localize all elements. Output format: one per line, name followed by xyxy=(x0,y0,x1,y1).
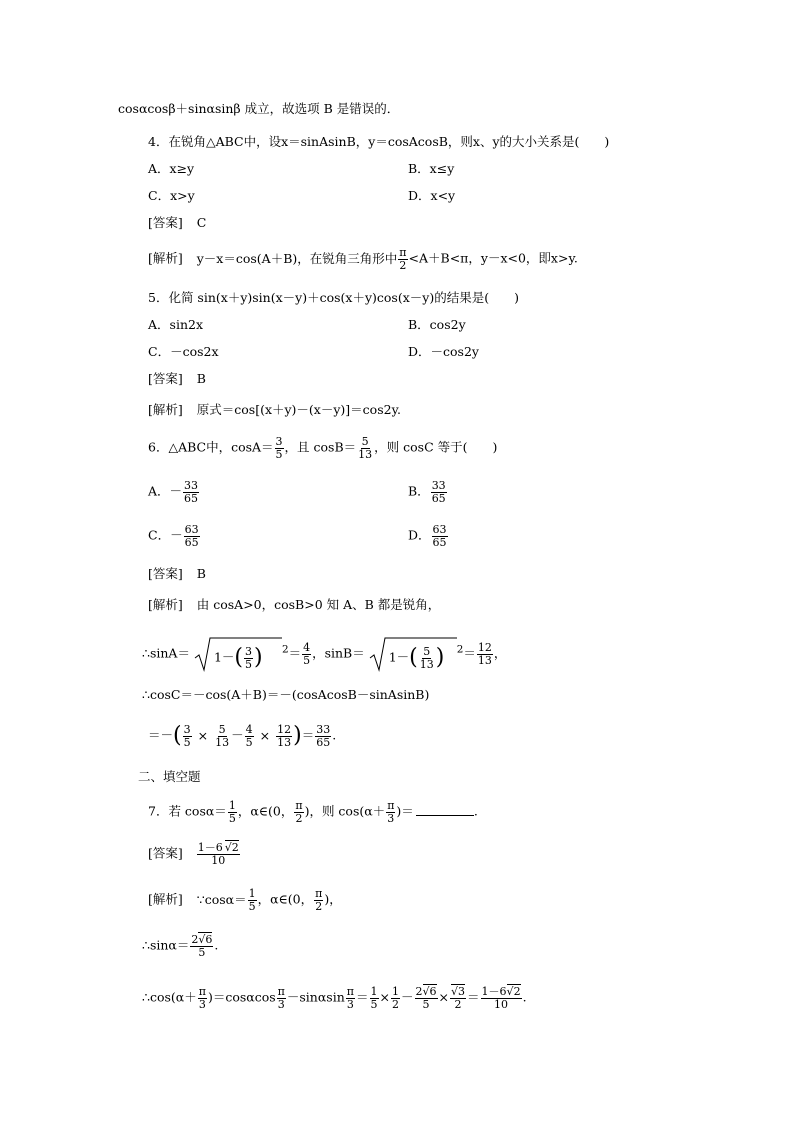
analysis-text: <A＋B<π，y－x<0，即x>y. xyxy=(408,250,578,266)
q6-analysis-2: ∴sinA＝ 1－( $\frac{3}{5}$ ) $^2$＝ $\frac{4}{5}$ ，sinB＝ 1－( $\frac{5}{13}$ ) $^2$＝ $\frac{12}{13}$ ， xyxy=(142,636,506,672)
answer-value: $\frac{1-6 √2}{10}$ xyxy=(197,841,239,867)
q5-option-d: D．－cos2y xyxy=(408,344,479,359)
q5-option-c: C．－cos2x xyxy=(148,344,219,359)
answer-tag: [答案] xyxy=(148,215,183,230)
q5-analysis xyxy=(148,404,401,417)
analysis-tag: [解析] xyxy=(148,891,183,907)
q6-stem: 6．△ABC中，cosA＝ $\frac{3}{5}$ ，且 cosB＝ $\frac{5}{13}$ ，则 cosC 等于( ) xyxy=(148,435,498,461)
q4-stem: 4．在锐角△ABC中，设x＝sinAsinB，y＝cosAcosB，则x、y的大小关系是( ) xyxy=(148,134,610,149)
q5-answer xyxy=(148,373,206,386)
q6-option-c: C．－ $\frac{63}{65}$ xyxy=(148,523,199,549)
q7-answer xyxy=(148,842,241,866)
q6-answer xyxy=(148,568,206,581)
q4-option-a: A．x≥y xyxy=(148,161,195,176)
fraction: $\frac{3}{5}$ xyxy=(275,435,283,461)
answer-value: B xyxy=(196,566,206,581)
sqrt-symbol: √2 xyxy=(506,985,521,998)
q6-option-b: B． $\frac{33}{65}$ xyxy=(408,479,446,505)
sqrt-symbol: √3 xyxy=(451,985,466,998)
q5-option-a: A．sin2x xyxy=(148,317,203,332)
q4-answer xyxy=(148,217,206,230)
sqrt-symbol: 1－( $\frac{3}{5}$ ) xyxy=(194,636,282,672)
answer-value: C xyxy=(196,215,207,230)
q7-analysis-3: ∴cos(α＋ $\frac{\pi}{3}$ )＝cosαcos $\frac{\pi}{3}$ －sinαsin $\frac{\pi}{3}$ ＝ $\frac{1}{5}$ × $\frac{1}{2}$ － $\frac{2√6}{5}$ × $\frac{√3}{2}$ ＝ $\frac{1-6√2}{10}$ . xyxy=(142,985,527,1011)
q7-stem: 7．若 cosα＝ $\frac{1}{5}$ ，α∈(0， $\frac{\pi}{2}$ )，则 cos(α＋ $\frac{\pi}{3}$ )＝ . xyxy=(148,799,478,825)
sqrt-symbol: √6 xyxy=(422,985,437,998)
q7-analysis-2: ∴sinα＝ $\frac{2√6}{5}$ . xyxy=(142,933,219,959)
fraction: $\frac{63}{65}$ xyxy=(184,523,199,549)
fraction: $\frac{33}{65}$ xyxy=(431,479,446,505)
analysis-text: y－x＝cos(A＋B)，在锐角三角形中 xyxy=(196,250,398,266)
fraction: $\frac{\pi}{2}$ xyxy=(399,246,407,272)
q6-analysis-4: ＝－( $\frac{3}{5}$ × $\frac{5}{13}$ － $\frac{4}{5}$ × $\frac{12}{13}$ )＝ $\frac{33}{65}$ . xyxy=(148,723,337,749)
q5-stem: 5．化简 sin(x＋y)sin(x－y)＋cos(x＋y)cos(x－y)的结果是( ) xyxy=(148,290,519,305)
carryover-line: cosαcosβ＋sinαsinβ 成立，故选项 B 是错误的． xyxy=(118,101,400,116)
analysis-tag: [解析] xyxy=(148,250,183,266)
q4-option-b: B．x≤y xyxy=(408,161,455,176)
sqrt-symbol: √6 xyxy=(198,933,213,946)
fraction: $\frac{33}{65}$ xyxy=(184,479,199,505)
q7-analysis-1: [解析] ∵cosα＝ $\frac{1}{5}$ ，α∈(0， $\frac{\pi}{2}$ )， xyxy=(148,887,342,913)
analysis-text: 原式＝cos[(x＋y)－(x－y)]＝cos2y. xyxy=(196,402,401,417)
q4-option-d: D．x<y xyxy=(408,188,456,203)
analysis-tag: [解析] xyxy=(148,402,183,417)
q6-option-d: D． $\frac{63}{65}$ xyxy=(408,523,447,549)
q6-option-a: A．－ $\frac{33}{65}$ xyxy=(148,479,199,505)
fraction: $\frac{5}{13}$ xyxy=(358,435,373,461)
sqrt-symbol: 1－( $\frac{5}{13}$ ) xyxy=(369,636,457,672)
answer-tag: [答案] xyxy=(148,845,183,861)
q6-analysis-1: [解析] 由 cosA>0，cosB>0 知 A、B 都是锐角， xyxy=(148,597,441,612)
answer-value: B xyxy=(196,371,206,386)
section-heading: 二、填空题 xyxy=(138,769,201,784)
sqrt-symbol: √2 xyxy=(224,841,239,854)
answer-blank xyxy=(416,815,474,816)
q5-option-b: B．cos2y xyxy=(408,317,466,332)
analysis-tag: [解析] xyxy=(148,597,183,612)
answer-tag: [答案] xyxy=(148,371,183,386)
q6-analysis-3: ∴cosC＝－cos(A＋B)＝－(cosAcosB－sinAsinB) xyxy=(142,687,430,702)
fraction: $\frac{63}{65}$ xyxy=(432,523,447,549)
q4-option-c: C．x>y xyxy=(148,188,195,203)
answer-tag: [答案] xyxy=(148,566,183,581)
q4-analysis xyxy=(148,247,578,271)
